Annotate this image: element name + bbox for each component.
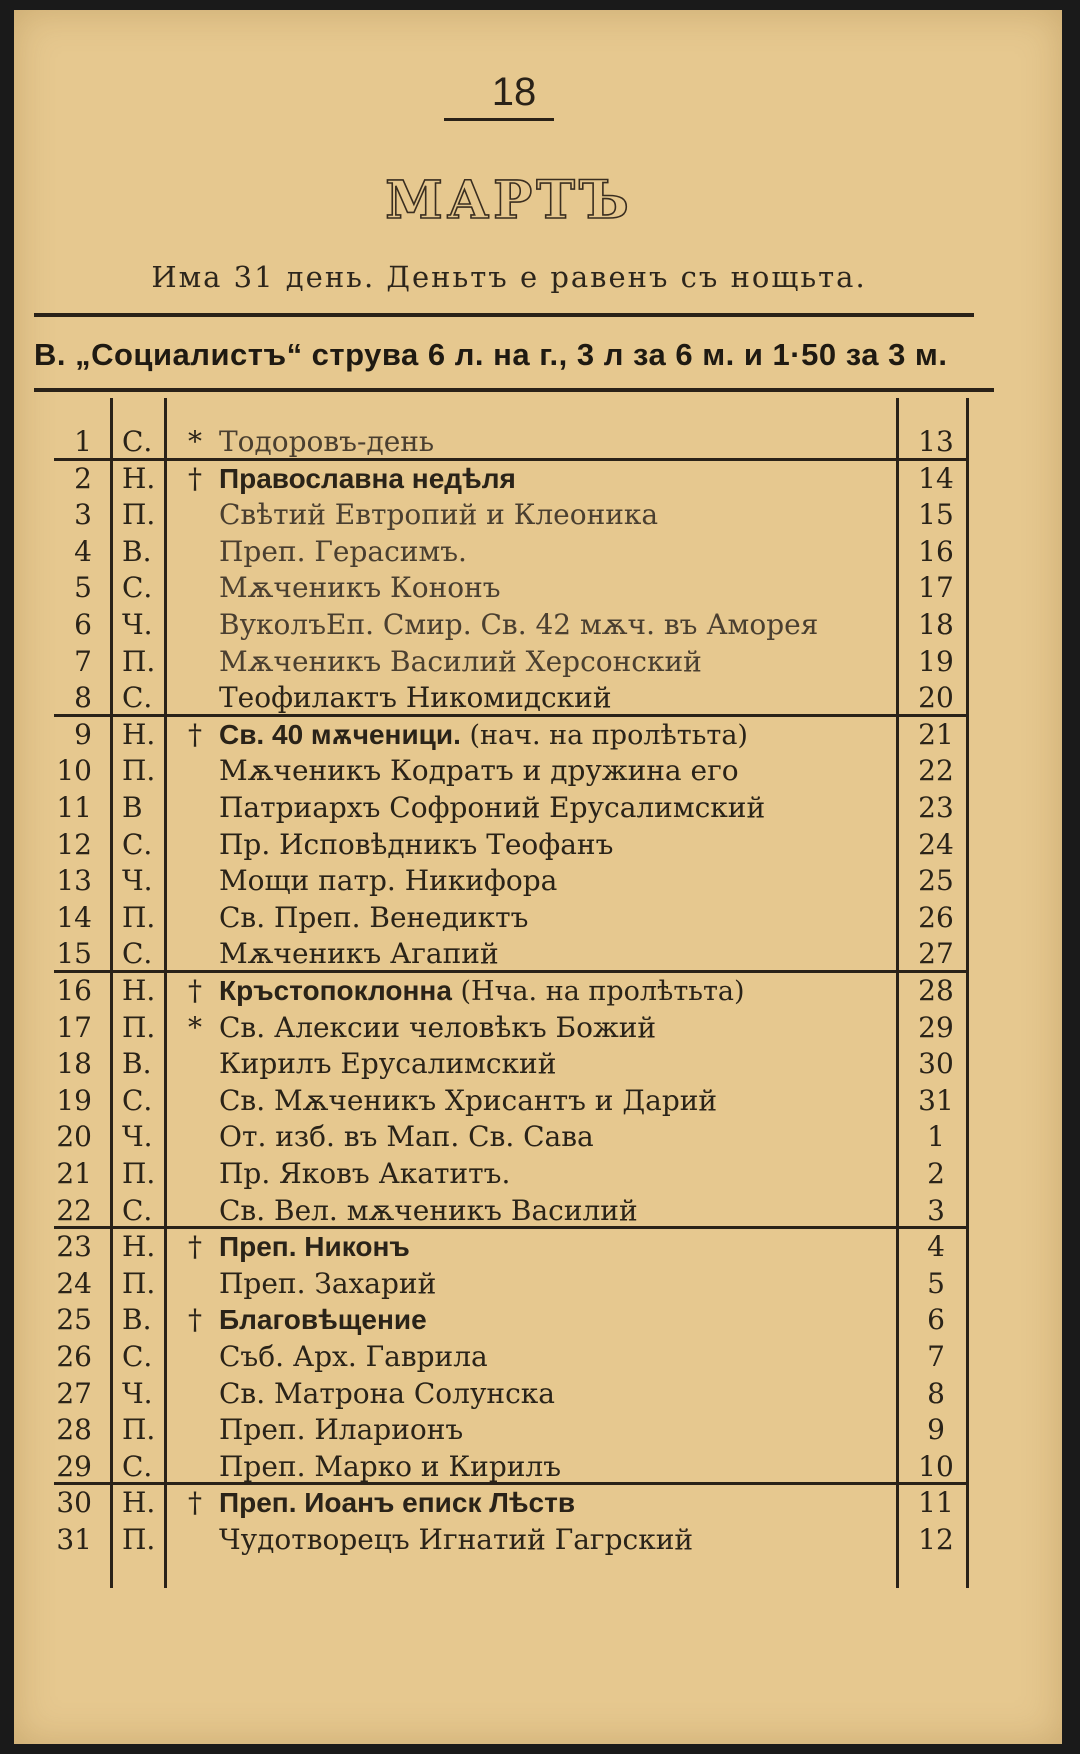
week-separator [54, 970, 966, 973]
old-style-date: 5 [927, 1266, 945, 1300]
day-number: 24 [56, 1266, 92, 1300]
day-number: 31 [56, 1523, 92, 1556]
saint-name: Мѫченикъ Василий Херсонский [219, 644, 702, 678]
weekday-abbr: С. [122, 937, 153, 971]
mark-empty [182, 1118, 208, 1155]
weekday-abbr: П. [122, 754, 156, 788]
weekday-abbr: С. [122, 827, 153, 861]
old-style-date: 14 [918, 461, 954, 495]
day-column-rule [110, 398, 113, 1588]
weekday-abbr: Н. [122, 717, 156, 751]
day-number: 19 [56, 1083, 92, 1117]
old-style-date: 16 [918, 534, 954, 568]
saint-name: Тодоровъ-день [219, 425, 435, 458]
weekday-abbr: С. [122, 1340, 153, 1373]
weekday-abbr: С. [122, 1193, 153, 1227]
old-style-date: 20 [918, 681, 954, 715]
weekday-abbr: Н. [122, 1486, 156, 1520]
month-title: МАРТЪ [385, 170, 633, 231]
day-number: 2 [74, 461, 92, 495]
cross-icon: † [188, 461, 202, 495]
mark-empty [182, 1192, 208, 1229]
month-subtitle: Има 31 день. Деньтъ е равенъ съ нощьта. [151, 260, 867, 294]
feast-name: Кръстопоклонна [219, 975, 452, 1006]
day-number: 6 [74, 608, 92, 641]
weekday-abbr: С. [122, 1449, 153, 1483]
mark-empty [182, 496, 208, 533]
cross-icon: † [188, 1486, 202, 1520]
cross-icon: † [188, 974, 202, 1007]
day-number: 25 [56, 1303, 92, 1337]
old-style-date: 30 [918, 1047, 954, 1081]
saint-name: Кирилъ Ерусалимский [219, 1047, 557, 1081]
mark-empty [182, 1448, 208, 1485]
old-style-date: 13 [918, 425, 954, 458]
weekday-abbr: С. [122, 571, 153, 605]
feast-note: (нач. на пролѣтьта) [460, 719, 748, 751]
mark-empty [182, 935, 208, 972]
saint-name: Пр. Исповѣдникъ Теофанъ [219, 827, 614, 861]
old-style-date: 6 [927, 1303, 945, 1337]
old-style-date: 25 [918, 864, 954, 898]
week-separator [54, 1226, 966, 1229]
old-style-date: 17 [918, 571, 954, 605]
weekday-abbr: П. [122, 1413, 156, 1447]
day-number: 16 [56, 974, 92, 1007]
mark-empty [182, 1338, 208, 1375]
weekday-column-rule [164, 398, 167, 1588]
old-style-date: 1 [927, 1120, 945, 1154]
weekday-abbr: П. [122, 498, 156, 532]
weekday-abbr: С. [122, 1083, 153, 1117]
weekday-abbr: Ч. [122, 1376, 153, 1410]
mark-empty [182, 606, 208, 643]
saint-name: Теофилактъ Никомидский [219, 681, 612, 715]
old-style-date: 15 [918, 498, 954, 532]
mark-empty [182, 1411, 208, 1448]
saint-name: Преп. Герасимъ. [219, 534, 467, 568]
feast-name: Благовѣщение [219, 1304, 427, 1336]
weekday-abbr: В [122, 791, 143, 824]
saint-name: Св. Вел. мѫченикъ Василий [219, 1193, 638, 1227]
banner-top-rule [34, 313, 974, 317]
day-number: 18 [56, 1047, 92, 1081]
asterisk-icon: * [188, 1010, 202, 1044]
saint-name: Мѫченикъ Кодратъ и дружина его [219, 754, 739, 788]
old-style-date: 12 [918, 1523, 954, 1556]
saint-name: ВуколъЕп. Смир. Св. 42 мѫч. въ Аморея [219, 608, 819, 641]
weekday-abbr: Н. [122, 1230, 156, 1264]
feast-note: (Нча. на пролѣтьта) [451, 976, 745, 1007]
old-style-date: 27 [918, 937, 954, 971]
mark-empty [182, 1082, 208, 1119]
day-number: 21 [56, 1157, 92, 1190]
saint-name: Мѫченикъ Агапий [219, 937, 499, 971]
saint-name [219, 1228, 899, 1265]
weekday-abbr: Ч. [122, 1120, 153, 1154]
day-number: 22 [56, 1193, 92, 1227]
saint-name: Св. Преп. Венедиктъ [219, 900, 529, 934]
old-style-date: 8 [927, 1376, 945, 1410]
old-style-date: 21 [918, 717, 954, 751]
old-style-date: 18 [918, 608, 954, 641]
saint-name: Преп. Захарий [219, 1266, 437, 1300]
weekday-abbr: В. [122, 534, 152, 568]
weekday-abbr: Н. [122, 974, 156, 1007]
saint-name: Съб. Арх. Гаврила [219, 1340, 488, 1373]
feast-name: Преп. Иоанъ еписк Лѣств [219, 1487, 576, 1519]
old-style-date: 19 [918, 644, 954, 678]
week-separator [54, 458, 966, 461]
saint-name: Св. Мѫченикъ Хрисантъ и Дарий [219, 1083, 718, 1117]
mark-empty [182, 826, 208, 863]
old-style-date: 3 [927, 1193, 945, 1227]
day-number: 29 [56, 1449, 92, 1483]
mark-empty [182, 643, 208, 680]
day-number: 7 [74, 644, 92, 678]
date-column-rule [896, 398, 899, 1588]
weekday-abbr: П. [122, 1266, 156, 1300]
page-number: 18 [491, 70, 537, 114]
day-number: 3 [74, 498, 92, 532]
day-number: 12 [56, 827, 92, 861]
day-number: 13 [56, 864, 92, 898]
old-style-date: 7 [927, 1340, 945, 1373]
day-number: 23 [56, 1230, 92, 1264]
day-number: 5 [74, 571, 92, 605]
old-style-date: 29 [918, 1010, 954, 1044]
saint-name: Свѣтий Евтропий и Клеоника [219, 498, 659, 532]
saint-name: Пр. Яковъ Акатитъ. [219, 1157, 511, 1190]
mark-empty [182, 752, 208, 789]
saint-name [219, 460, 899, 497]
old-style-date: 26 [918, 900, 954, 934]
weekday-abbr: С. [122, 681, 153, 715]
day-number: 28 [56, 1413, 92, 1447]
day-number: 30 [56, 1486, 92, 1520]
cross-icon: † [188, 717, 202, 751]
day-number: 8 [74, 681, 92, 715]
saint-name: От. изб. въ Мап. Св. Сава [219, 1120, 594, 1154]
weekday-abbr: Ч. [122, 608, 153, 641]
saint-name [219, 1301, 899, 1338]
weekday-abbr: Ч. [122, 864, 153, 898]
old-style-date: 28 [918, 974, 954, 1007]
weekday-abbr: С. [122, 425, 153, 458]
feast-name: Православна недѣля [219, 462, 516, 494]
day-number: 26 [56, 1340, 92, 1373]
weekday-abbr: П. [122, 644, 156, 678]
old-style-date: 31 [918, 1083, 954, 1117]
saint-name: Св. Матрона Солунска [219, 1376, 555, 1410]
day-number: 27 [56, 1376, 92, 1410]
weekday-abbr: П. [122, 1010, 156, 1044]
saint-name: Преп. Марко и Кирилъ [219, 1449, 562, 1483]
page-number-rule [444, 118, 554, 121]
feast-name: Преп. Никонъ [219, 1231, 410, 1263]
mark-empty [182, 533, 208, 570]
old-style-date: 10 [918, 1449, 954, 1483]
week-separator [54, 1482, 966, 1485]
weekday-abbr: Н. [122, 461, 156, 495]
saint-name: Мощи патр. Никифора [219, 864, 558, 898]
weekday-abbr: П. [122, 1523, 156, 1556]
saint-name: Чудотворецъ Игнатий Гагрский [219, 1523, 694, 1556]
old-style-date: 2 [927, 1157, 945, 1190]
saint-name: Св. Алексии человѣкъ Божий [219, 1010, 657, 1044]
saint-name [219, 1484, 899, 1521]
old-style-date: 24 [918, 827, 954, 861]
day-number: 11 [56, 791, 92, 824]
day-number: 17 [56, 1010, 92, 1044]
weekday-abbr: В. [122, 1303, 152, 1337]
asterisk-icon: * [188, 425, 202, 458]
saint-name [219, 716, 899, 753]
day-number: 15 [56, 937, 92, 971]
mark-empty [182, 569, 208, 606]
right-edge-rule [966, 398, 969, 1588]
old-style-date: 4 [927, 1230, 945, 1264]
day-number: 1 [74, 425, 92, 458]
mark-empty [182, 862, 208, 899]
old-style-date: 22 [918, 754, 954, 788]
mark-empty [182, 1521, 208, 1558]
cross-icon: † [188, 1303, 202, 1337]
newspaper-banner: В. „Социалистъ“ струва 6 л. на г., 3 л за 6 м. и 1·50 за 3 м. [34, 337, 948, 372]
calendar-page [14, 10, 1062, 1744]
weekday-abbr: П. [122, 900, 156, 934]
mark-empty [182, 1045, 208, 1082]
day-number: 4 [74, 534, 92, 568]
banner-bottom-rule [34, 388, 994, 392]
day-number: 14 [56, 900, 92, 934]
old-style-date: 11 [918, 1486, 954, 1520]
saint-name: Патриархъ Софроний Ерусалимский [219, 791, 766, 824]
feast-name: Св. 40 мѫченици. [219, 718, 461, 750]
saint-name [219, 972, 899, 1009]
mark-empty [182, 789, 208, 826]
saint-name: Мѫченикъ Кононъ [219, 571, 501, 605]
old-style-date: 9 [927, 1413, 945, 1447]
mark-empty [182, 1155, 208, 1192]
mark-empty [182, 1375, 208, 1412]
mark-empty [182, 1265, 208, 1302]
weekday-abbr: В. [122, 1047, 152, 1081]
day-number: 9 [74, 717, 92, 751]
mark-empty [182, 899, 208, 936]
day-number: 20 [56, 1120, 92, 1154]
mark-empty [182, 679, 208, 716]
weekday-abbr: П. [122, 1157, 156, 1190]
cross-icon: † [188, 1230, 202, 1264]
old-style-date: 23 [918, 791, 954, 824]
week-separator [54, 714, 966, 717]
saint-name: Преп. Иларионъ [219, 1413, 464, 1447]
day-number: 10 [56, 754, 92, 788]
